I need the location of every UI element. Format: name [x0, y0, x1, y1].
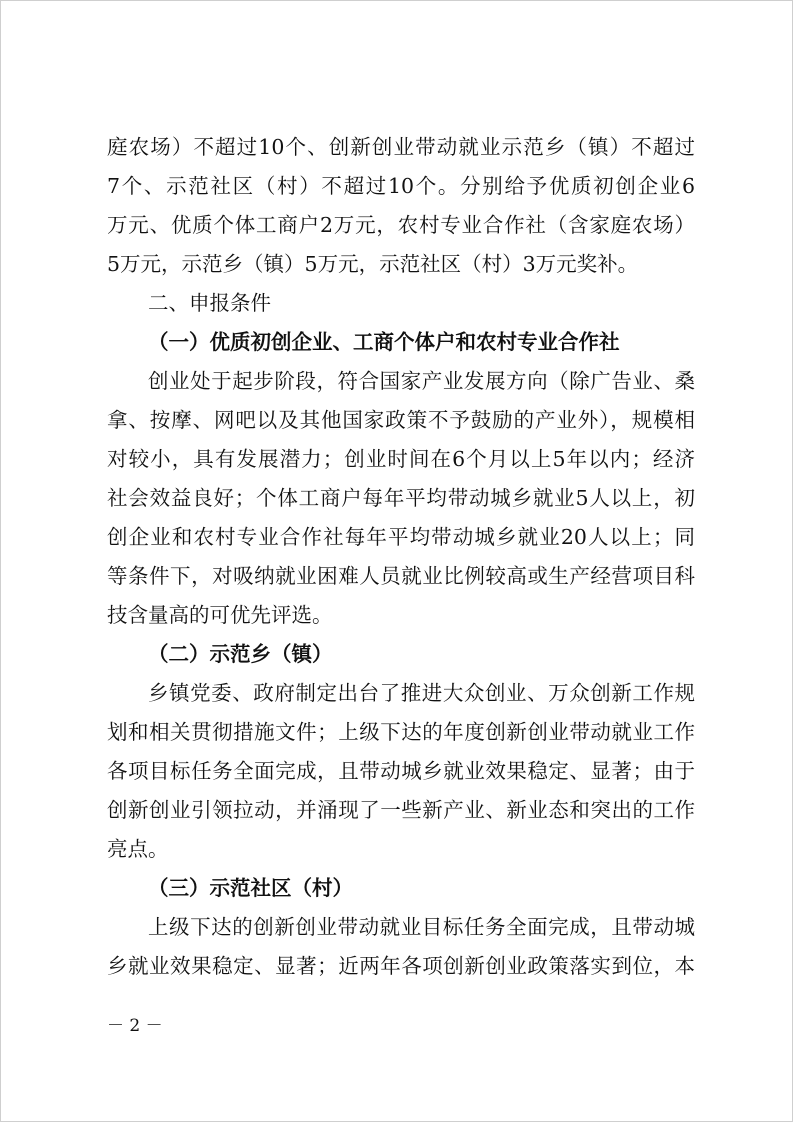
text-line: 对较小，具有发展潜力；创业时间在6个月以上5年以内；经济 — [107, 447, 695, 471]
document-body — [107, 128, 695, 986]
text-line: 7个、示范社区（村）不超过10个。分别给予优质初创企业6 — [107, 174, 695, 198]
subheading-demo-township: （二）示范乡（镇） — [148, 642, 333, 666]
paragraph-demo-township — [107, 674, 695, 869]
text-line: 万元、优质个体工商户2万元，农村专业合作社（含家庭农场） — [107, 213, 695, 237]
paragraph-demo-community — [107, 908, 695, 986]
text-line: 亮点。 — [107, 837, 169, 861]
paragraph-startup-enterprises — [107, 362, 695, 635]
section-heading-application-conditions: 二、申报条件 — [148, 291, 271, 315]
text-line: 社会效益良好；个体工商户每年平均带动城乡就业5人以上，初 — [107, 486, 695, 510]
text-line: 庭农场）不超过10个、创新创业带动就业示范乡（镇）不超过 — [107, 135, 695, 159]
subheading-demo-community: （三）示范社区（村） — [148, 876, 353, 900]
text-line: 5万元，示范乡（镇）5万元，示范社区（村）3万元奖补。 — [107, 252, 639, 276]
text-line: 技含量高的可优先评选。 — [107, 603, 333, 627]
text-line: 创新创业引领拉动，并涌现了一些新产业、新业态和突出的工作 — [107, 798, 695, 822]
subheading-startup-enterprises: （一）优质初创企业、工商个体户和农村专业合作社 — [148, 330, 620, 354]
text-line: 创企业和农村专业合作社每年平均带动城乡就业20人以上；同 — [107, 525, 695, 549]
text-line: 创业处于起步阶段，符合国家产业发展方向（除广告业、桑 — [148, 369, 695, 393]
text-line: 乡镇党委、政府制定出台了推进大众创业、万众创新工作规 — [148, 681, 695, 705]
paragraph-intro-continuation — [107, 128, 695, 284]
text-line: 上级下达的创新创业带动就业目标任务全面完成，且带动城 — [148, 915, 695, 939]
text-line: 乡就业效果稳定、显著；近两年各项创新创业政策落实到位，本 — [107, 954, 695, 978]
page-number: － 2 － — [107, 1016, 163, 1036]
text-line: 等条件下，对吸纳就业困难人员就业比例较高或生产经营项目科 — [107, 564, 695, 588]
text-line: 拿、按摩、网吧以及其他国家政策不予鼓励的产业外），规模相 — [107, 408, 695, 432]
text-line: 划和相关贯彻措施文件；上级下达的年度创新创业带动就业工作 — [107, 720, 695, 744]
text-line: 各项目标任务全面完成，且带动城乡就业效果稳定、显著；由于 — [107, 759, 695, 783]
